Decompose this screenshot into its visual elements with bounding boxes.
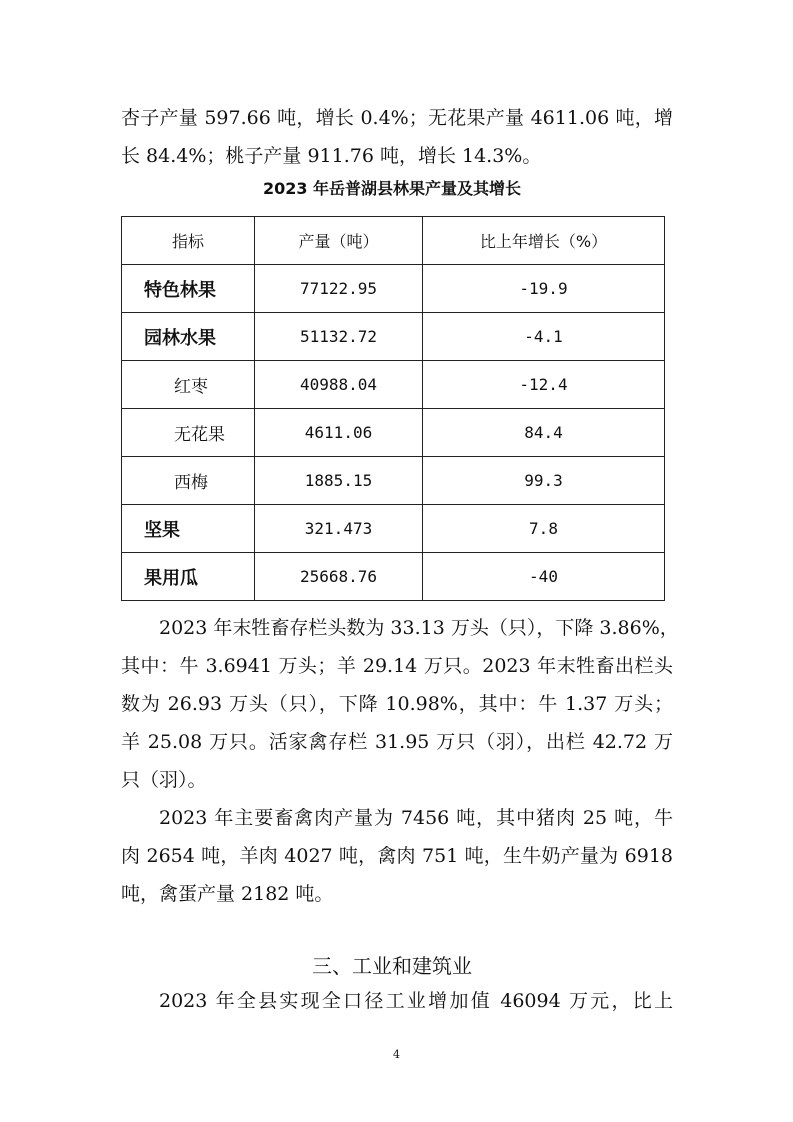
row-growth: -4.1 xyxy=(423,313,665,361)
row-name: 红枣 xyxy=(122,361,255,409)
row-name: 坚果 xyxy=(122,505,255,553)
table-row xyxy=(122,553,665,601)
text-line: 2023 年主要畜禽肉产量为 7456 吨，其中猪肉 25 吨，牛 xyxy=(159,807,673,829)
text-line: 羊 25.08 万只。活家禽存栏 31.95 万只（羽），出栏 42.72 万 xyxy=(121,731,673,753)
table-row xyxy=(122,505,665,553)
row-output: 25668.76 xyxy=(255,553,423,601)
row-growth: 84.4 xyxy=(423,409,665,457)
industry-paragraph xyxy=(121,982,673,1020)
row-growth: -40 xyxy=(423,553,665,601)
table-row xyxy=(122,313,665,361)
column-header-growth: 比上年增长（%） xyxy=(423,217,665,265)
row-output: 321.473 xyxy=(255,505,423,553)
row-name: 特色林果 xyxy=(122,265,255,313)
row-output: 4611.06 xyxy=(255,409,423,457)
section-heading: 三、工业和建筑业 xyxy=(312,954,472,978)
table-row xyxy=(122,457,665,505)
row-output: 40988.04 xyxy=(255,361,423,409)
forest-fruit-table xyxy=(121,216,665,601)
intro-paragraph xyxy=(121,99,673,175)
row-growth: -19.9 xyxy=(423,265,665,313)
row-name: 园林水果 xyxy=(122,313,255,361)
livestock-paragraph xyxy=(121,609,679,799)
table-header-row xyxy=(122,217,665,265)
row-growth: -12.4 xyxy=(423,361,665,409)
text-line: 只（羽）。 xyxy=(121,769,207,791)
text-line: 杏子产量 597.66 吨，增长 0.4%；无花果产量 4611.06 吨，增 xyxy=(121,107,673,129)
table-row xyxy=(122,409,665,457)
row-output: 51132.72 xyxy=(255,313,423,361)
page-number: 4 xyxy=(393,1048,400,1061)
column-header-indicator: 指标 xyxy=(122,217,255,265)
table-row xyxy=(122,361,665,409)
row-name: 无花果 xyxy=(122,409,255,457)
text-line: 其中：牛 3.6941 万头；羊 29.14 万只。2023 年末牲畜出栏头 xyxy=(121,655,673,677)
row-name: 果用瓜 xyxy=(122,553,255,601)
text-line: 吨，禽蛋产量 2182 吨。 xyxy=(121,883,334,905)
row-growth: 99.3 xyxy=(423,457,665,505)
text-line: 2023 年末牲畜存栏头数为 33.13 万头（只），下降 3.86%， xyxy=(159,617,679,639)
text-line: 长 84.4%；桃子产量 911.76 吨，增长 14.3%。 xyxy=(121,145,542,167)
text-line: 数为 26.93 万头（只），下降 10.98%，其中：牛 1.37 万头； xyxy=(121,693,673,715)
meat-paragraph xyxy=(121,799,673,913)
column-header-output: 产量（吨） xyxy=(255,217,423,265)
row-name: 西梅 xyxy=(122,457,255,505)
row-output: 77122.95 xyxy=(255,265,423,313)
table-title: 2023 年岳普湖县林果产量及其增长 xyxy=(262,179,522,198)
row-growth: 7.8 xyxy=(423,505,665,553)
row-output: 1885.15 xyxy=(255,457,423,505)
text-line: 2023 年全县实现全口径工业增加值 46094 万元，比上 xyxy=(159,990,673,1012)
table-row xyxy=(122,265,665,313)
text-line: 肉 2654 吨，羊肉 4027 吨，禽肉 751 吨，生牛奶产量为 6918 xyxy=(121,845,673,867)
